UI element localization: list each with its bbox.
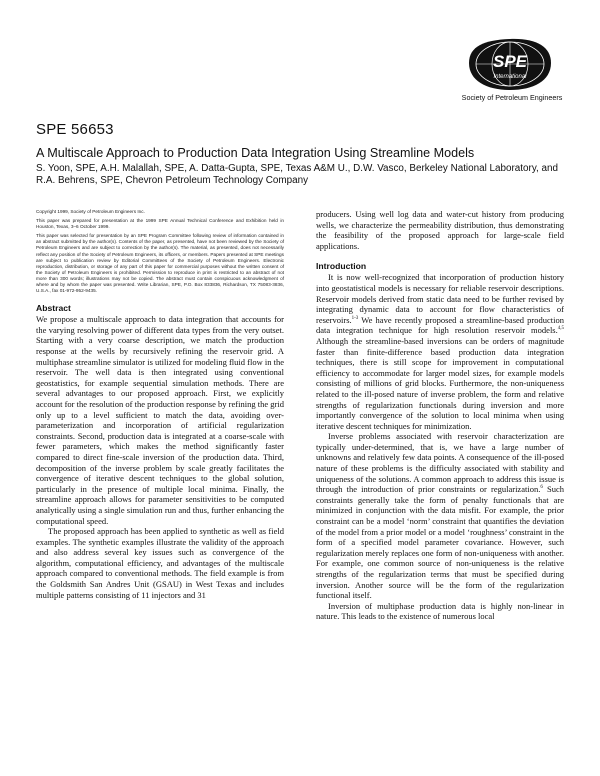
paper-number: SPE 56653	[36, 121, 114, 138]
emblem-text: SPE	[492, 52, 528, 71]
presentation-notice: This paper was prepared for presentation at the 1999 SPE Annual Technical Conference and Exhibition held in Houston, Texas, 3–6 October 1999.	[36, 218, 284, 230]
citation-ref: 1-3	[351, 315, 359, 321]
right-column	[316, 209, 564, 622]
introduction-paragraph-2	[316, 431, 564, 601]
introduction-paragraph-3: Inversion of multiphase production data is highly non-linear in nature. This leads to the existence of numerous local	[316, 600, 564, 622]
intro-text: Inverse problems associated with reservoir characterization are typically under-determined, that is, we have a large number of unknowns and relatively few data points. A consequence of the ill-posed nature of these problems is the difficulty associated with stability and uniqueness of the solutions. A common approach to address this issue is through the introduction of prior constraints or regularization.	[316, 431, 564, 495]
spe-emblem-icon	[447, 36, 573, 94]
spe-logo	[447, 36, 573, 106]
introduction-paragraph-1	[316, 272, 564, 431]
left-column	[36, 209, 284, 600]
intro-text: We have recently proposed a streamline-based production data integration technique for high resolution reservoir models.	[316, 314, 564, 336]
selection-notice: This paper was selected for presentation by an SPE Program Committee following review of information contained in an abstract submitted by the author(s). Contents of the paper, as presented, have not been reviewed by the Society of Petroleum Engineers and are subject to correction by the author(s). The material, as presented, does not necessarily reflect any position of the Society of Petroleum Engineers, its officers, or members. Papers presented at SPE meetings are subject to publication review by Editorial Committees of the Society of Petroleum Engineers. Electronic reproduction, distribution, or storage of any part of this paper for commercial purposes without the written consent of the Society of Petroleum Engineers is prohibited. Permission to reproduce in print is restricted to an abstract of not more than 300 words; illustrations may not be copied. The abstract must contain conspicuous acknowledgment of where and by whom the paper was presented. Write Librarian, SPE, P.O. Box 833836, Richardson, TX 75083-3836, U.S.A., fax 01-972-952-9435.	[36, 233, 284, 294]
emblem-subtext: International	[493, 74, 527, 80]
intro-text: It is now well-recognized that incorporation of production history into geostatistical models is necessary for reliable reservoir descriptions. Reservoir models derived from static data need to be further revised by integrating dynamic data to account for flow characteristics of reservoirs.	[316, 272, 564, 325]
intro-text: Such constraints generally take the form of penalty functionals that are minimized in conjunction with the data misfit. For example, the prior constraint can be a model ‘norm’ constraint that quantifies the deviation of the model from a prior model or a model ‘roughness’ constraint in the form of a specified model parameter covariance. However, such regularization merely replaces one form of non-uniqueness with another. For example, one common source of non-uniqueness is the relative strengths of the regularization terms that must be specified during inversion. Another source will be the form of the regularization functional itself.	[316, 484, 565, 601]
copyright-notice: Copyright 1999, Society of Petroleum Engineers Inc.	[36, 209, 145, 214]
introduction-heading: Introduction	[316, 261, 367, 272]
abstract-heading: Abstract	[36, 303, 71, 314]
abstract-paragraph-1: We propose a multiscale approach to data integration that accounts for the varying resolving power of different data types from the very outset. Starting with a very coarse description, we match the production response at the wells by recursively refining the reservoir grid. A multiphase streamline simulator is utilized for modeling fluid flow in the reservoir. The well data is then integrated using conventional geostatistics, for example sequential simulation methods. There are several advantages to our proposed approach. First, we explicitly account for the resolution of the production response by refining the grid only up to a level sufficient to match the data, avoiding over-parameterization and incorporation of artificial regularization constraints. Second, production data is integrated at a coarse-scale with fewer parameters, which makes the method significantly faster compared to direct fine-scale inversion of the production data. Third, decomposition of the inverse problem by scale greatly facilitates the convergence of iterative descent techniques to the global solution, particularly in the presence of multiple local minima. Finally, the streamline approach allows for parameter sensitivities to be computed analytically using a single simulation run and thus, further enhancing the computational speed.	[36, 314, 284, 526]
abstract-paragraph-2: The proposed approach has been applied to synthetic as well as field examples. The synthetic examples illustrate the validity of the approach and also address several key issues such as convergence of the algorithm, computational efficiency, and advantages of the multiscale approach compared to conventional methods. The field example is from the Goldsmith San Andres Unit (GSAU) in West Texas and includes multiple patterns consisting of 11 injectors and 31	[36, 526, 284, 600]
org-name: Society of Petroleum Engineers	[461, 93, 563, 102]
intro-text: Although the streamline-based inversions can be orders of magnitude faster than finite-difference based production data integration techniques, there is still scope for improvement in computational efficiency to accommodate for larger model sizes, for example models consisting of millions of grid blocks. Furthermore, the non-uniqueness related to the ill-posed nature of inverse problem, the form and relative strengths of regularization functionals during inversion and more importantly convergence of the solution to local minima when using iterative descent techniques for minimization.	[316, 335, 564, 431]
citation-ref: 4,5	[557, 326, 564, 332]
citation-ref: 6	[540, 485, 543, 491]
paper-title: A Multiscale Approach to Production Data Integration Using Streamline Models	[36, 146, 475, 160]
author-list: S. Yoon, SPE, A.H. Malallah, SPE, A. Datta-Gupta, SPE, Texas A&M U., D.W. Vasco, Berkeley National Laboratory, and R.A. Behrens, SPE, Chevron Petroleum Technology Company	[36, 163, 558, 187]
abstract-continuation: producers. Using well log data and water-cut history from producing wells, we characterize the permeability distribution, thus demonstrating the feasibility of the proposed approach for large-scale field applications.	[316, 209, 564, 251]
